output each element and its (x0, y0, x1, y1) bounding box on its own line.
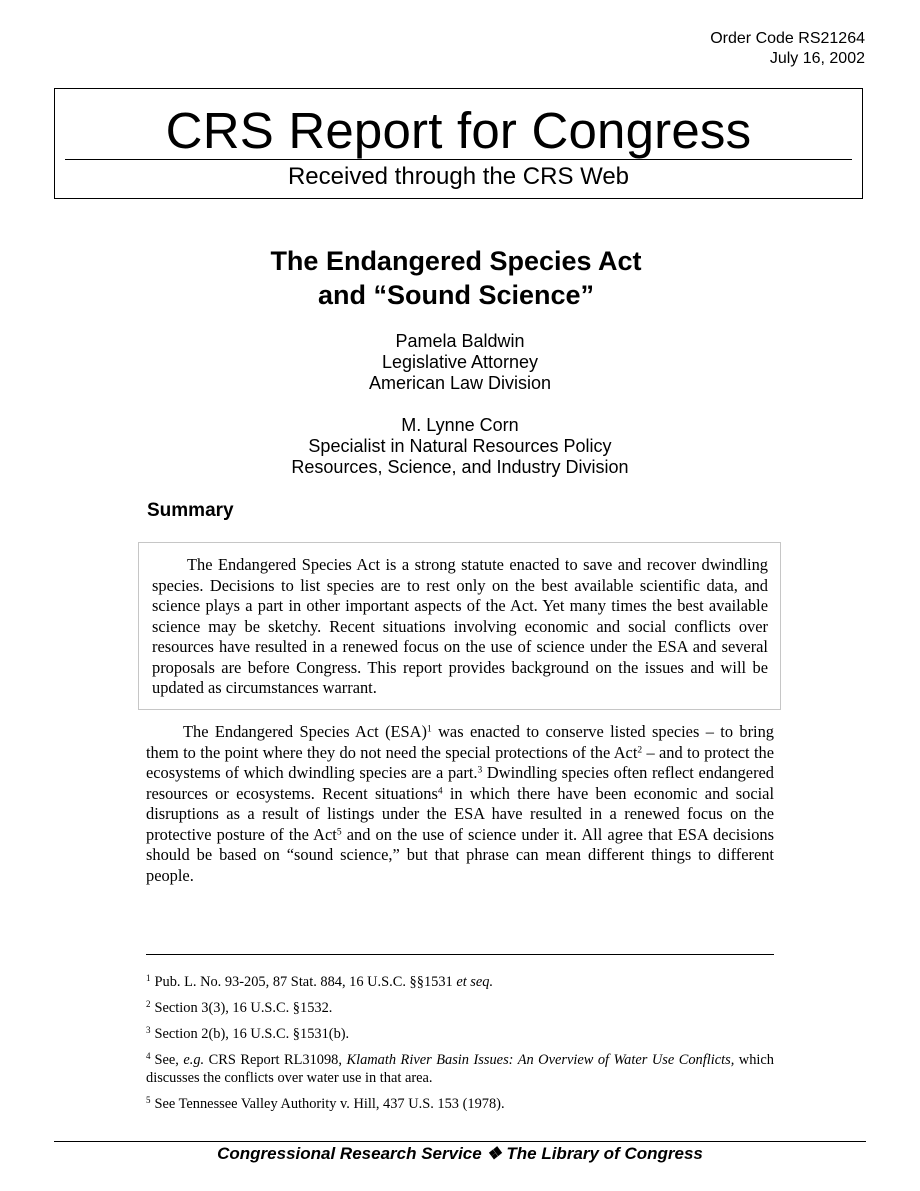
document-title (0, 244, 912, 312)
footnote-item (146, 1095, 774, 1113)
footnote-ref[interactable]: 4 (437, 785, 443, 796)
summary-heading: Summary (147, 500, 234, 521)
footnote-ref[interactable]: 1 (426, 724, 432, 735)
author-name: M. Lynne Corn (401, 415, 519, 435)
footnote-item (146, 973, 774, 991)
footnote-text: which discusses the conflicts over water use in that area. (146, 1052, 774, 1086)
footnote-item (146, 999, 774, 1017)
footnote-number: 2 (146, 999, 151, 1010)
body-text: Dwindling species often reflect endangered resources or ecosystems. Recent situations (146, 763, 774, 803)
footnote-number: 5 (146, 1095, 151, 1106)
footnote-italic: e.g. (183, 1052, 205, 1068)
footnote-text: See, (154, 1052, 184, 1068)
author-block (0, 331, 920, 394)
footnote-ref[interactable]: 5 (336, 826, 342, 837)
footnote-divider (146, 954, 774, 955)
footnote-number: 1 (146, 973, 151, 984)
body-text: and on the use of science under it. All agree that ESA decisions should be based on “sound science,” but that phrase can mean different things to different people. (146, 824, 774, 885)
body-text: – and to protect the ecosystems of which dwindling species are a part. (146, 742, 774, 782)
footnote-list (146, 973, 774, 1121)
footnote-report-title: Klamath River Basin Issues: An Overview of Water Use Conflicts, (346, 1052, 735, 1068)
footnote-ref[interactable]: 3 (477, 765, 483, 776)
footnote-item (146, 1051, 774, 1087)
author-name: Pamela Baldwin (395, 331, 525, 351)
footnote-ref[interactable]: 2 (637, 744, 643, 755)
footnote-number: 4 (146, 1051, 151, 1062)
footnote-number: 3 (146, 1025, 151, 1036)
masthead (54, 88, 863, 199)
document-title-line-1: The Endangered Species Act (270, 246, 642, 276)
footer-divider (54, 1141, 866, 1142)
footnote-text: Pub. L. No. 93-205, 87 Stat. 884, 16 U.S.C. §§1531 (154, 974, 457, 990)
masthead-subtitle: Received through the CRS Web (287, 163, 630, 190)
footnote-text: CRS Report RL31098, (204, 1052, 347, 1068)
footnote-text: Section 3(3), 16 U.S.C. §1532. (154, 1000, 333, 1016)
footnote-item (146, 1025, 774, 1043)
footnote-text: See Tennessee Valley Authority v. Hill, 437 U.S. 153 (1978). (154, 1096, 505, 1112)
author-role: Legislative Attorney (381, 352, 539, 372)
order-code: Order Code RS21264 (710, 30, 865, 47)
footnote-italic: et seq. (456, 974, 494, 990)
author-division: American Law Division (368, 373, 552, 393)
body-paragraph (146, 722, 774, 886)
author-block (0, 415, 920, 478)
author-division: Resources, Science, and Industry Division (291, 457, 629, 477)
masthead-title: CRS Report for Congress (165, 102, 752, 159)
report-date: July 16, 2002 (769, 50, 865, 67)
footer-text: Congressional Research Service ❖ The Library of Congress (217, 1144, 703, 1163)
order-info (710, 29, 865, 69)
body-text: was enacted to conserve listed species – to bring them to the point where they do not need the special protections of the Act (146, 722, 775, 762)
body-text: in which there have been economic and social disruptions as a result of listings under the ESA have resulted in a renewed focus on the protective posture of the Act (146, 783, 774, 844)
author-role: Specialist in Natural Resources Policy (308, 436, 612, 456)
footnote-text: Section 2(b), 16 U.S.C. §1531(b). (154, 1026, 350, 1042)
summary-text: The Endangered Species Act is a strong statute enacted to save and recover dwindling species. Decisions to list species are to rest only on the best available scientific data, and science plays a part in other important aspects of the Act. Yet many times the best available science may be sketchy. Recent situations involving economic and social conflicts over resources have resulted in a renewed focus on the use of science under the ESA and several proposals are before Congress. This report provides background on the issues and will be updated as circumstances warrant. (152, 555, 768, 697)
body-text: The Endangered Species Act (ESA) (183, 722, 427, 741)
summary-box (138, 542, 781, 710)
document-title-line-2: and “Sound Science” (317, 280, 595, 310)
masthead-divider (65, 159, 852, 160)
